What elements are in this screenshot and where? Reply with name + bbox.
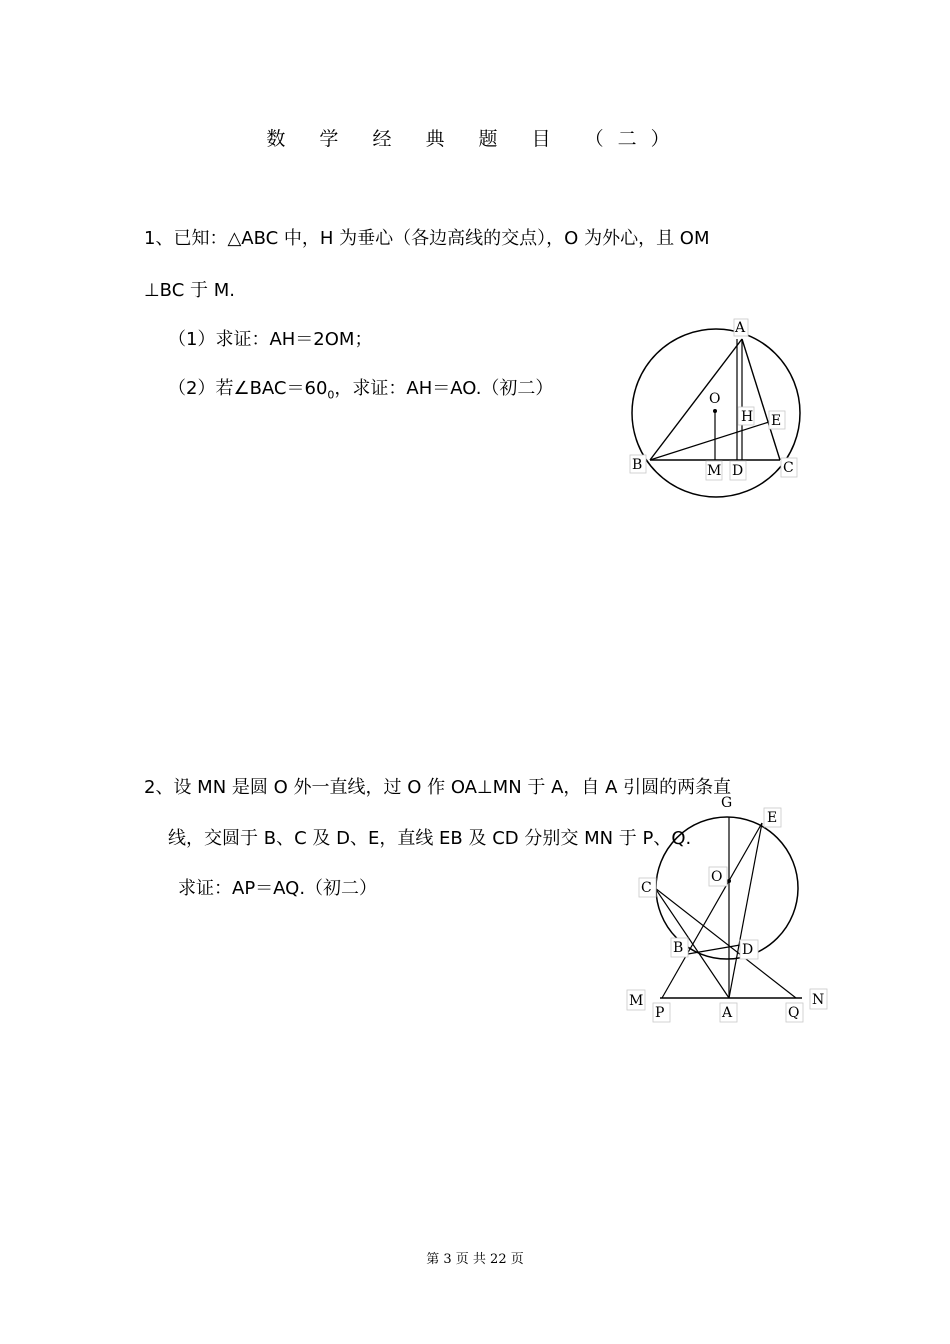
- label-n: N: [812, 992, 825, 1008]
- label-c: C: [641, 880, 652, 896]
- label-a: A: [735, 320, 746, 336]
- label-d: D: [732, 463, 744, 479]
- line-bd: [682, 945, 740, 955]
- label-a: A: [722, 1005, 733, 1021]
- degree-mark: 0: [327, 388, 335, 402]
- label-p: P: [655, 1005, 665, 1021]
- problem1-part1: （1）求证：AH＝2OM；: [168, 329, 373, 350]
- problem1-part2-post: ，求证：AH＝AO.（初二）: [334, 378, 554, 399]
- label-h: H: [741, 409, 754, 425]
- problem2-line3: 求证：AP＝AQ.（初二）: [178, 878, 378, 899]
- problem2-line2: 线，交圆于 B、C 及 D、E，直线 EB 及 CD 分别交 MN 于 P、Q.: [168, 828, 692, 849]
- label-b: B: [632, 457, 643, 473]
- center-dot: [713, 409, 717, 413]
- label-o: O: [711, 869, 723, 885]
- problem1-line2: ⊥BC 于 M.: [144, 280, 235, 301]
- label-b: B: [673, 940, 684, 956]
- label-e: E: [771, 413, 782, 429]
- label-m: M: [707, 463, 722, 479]
- problem1-line1: 1、已知：△ABC 中，H 为垂心（各边高线的交点），O 为外心，且 OM: [144, 228, 710, 249]
- page-footer: 第 3 页 共 22 页: [426, 1252, 524, 1267]
- side-ac: [742, 339, 780, 460]
- altitude-be: [650, 421, 772, 460]
- figure2-diagram: [620, 790, 835, 1030]
- problem1-part2: [168, 374, 553, 402]
- label-o: O: [709, 391, 721, 407]
- label-d: D: [742, 942, 754, 958]
- figure1-diagram: [620, 315, 820, 500]
- label-e: E: [767, 810, 778, 826]
- problem2-line1: 2、设 MN 是圆 O 外一直线，过 O 作 OA⊥MN 于 A，自 A 引圆的两条直: [144, 777, 732, 798]
- label-g: G: [721, 795, 733, 811]
- page-title: 数 学 经 典 题 目 （二）: [266, 128, 684, 150]
- center-dot: [727, 879, 731, 883]
- side-ab: [650, 339, 742, 460]
- label-c: C: [783, 460, 794, 476]
- line-ac: [655, 888, 729, 998]
- line-ae: [729, 823, 762, 998]
- problem1-part2-pre: （2）若∠BAC＝60: [168, 378, 328, 399]
- label-q: Q: [788, 1005, 800, 1021]
- label-m: M: [629, 993, 644, 1009]
